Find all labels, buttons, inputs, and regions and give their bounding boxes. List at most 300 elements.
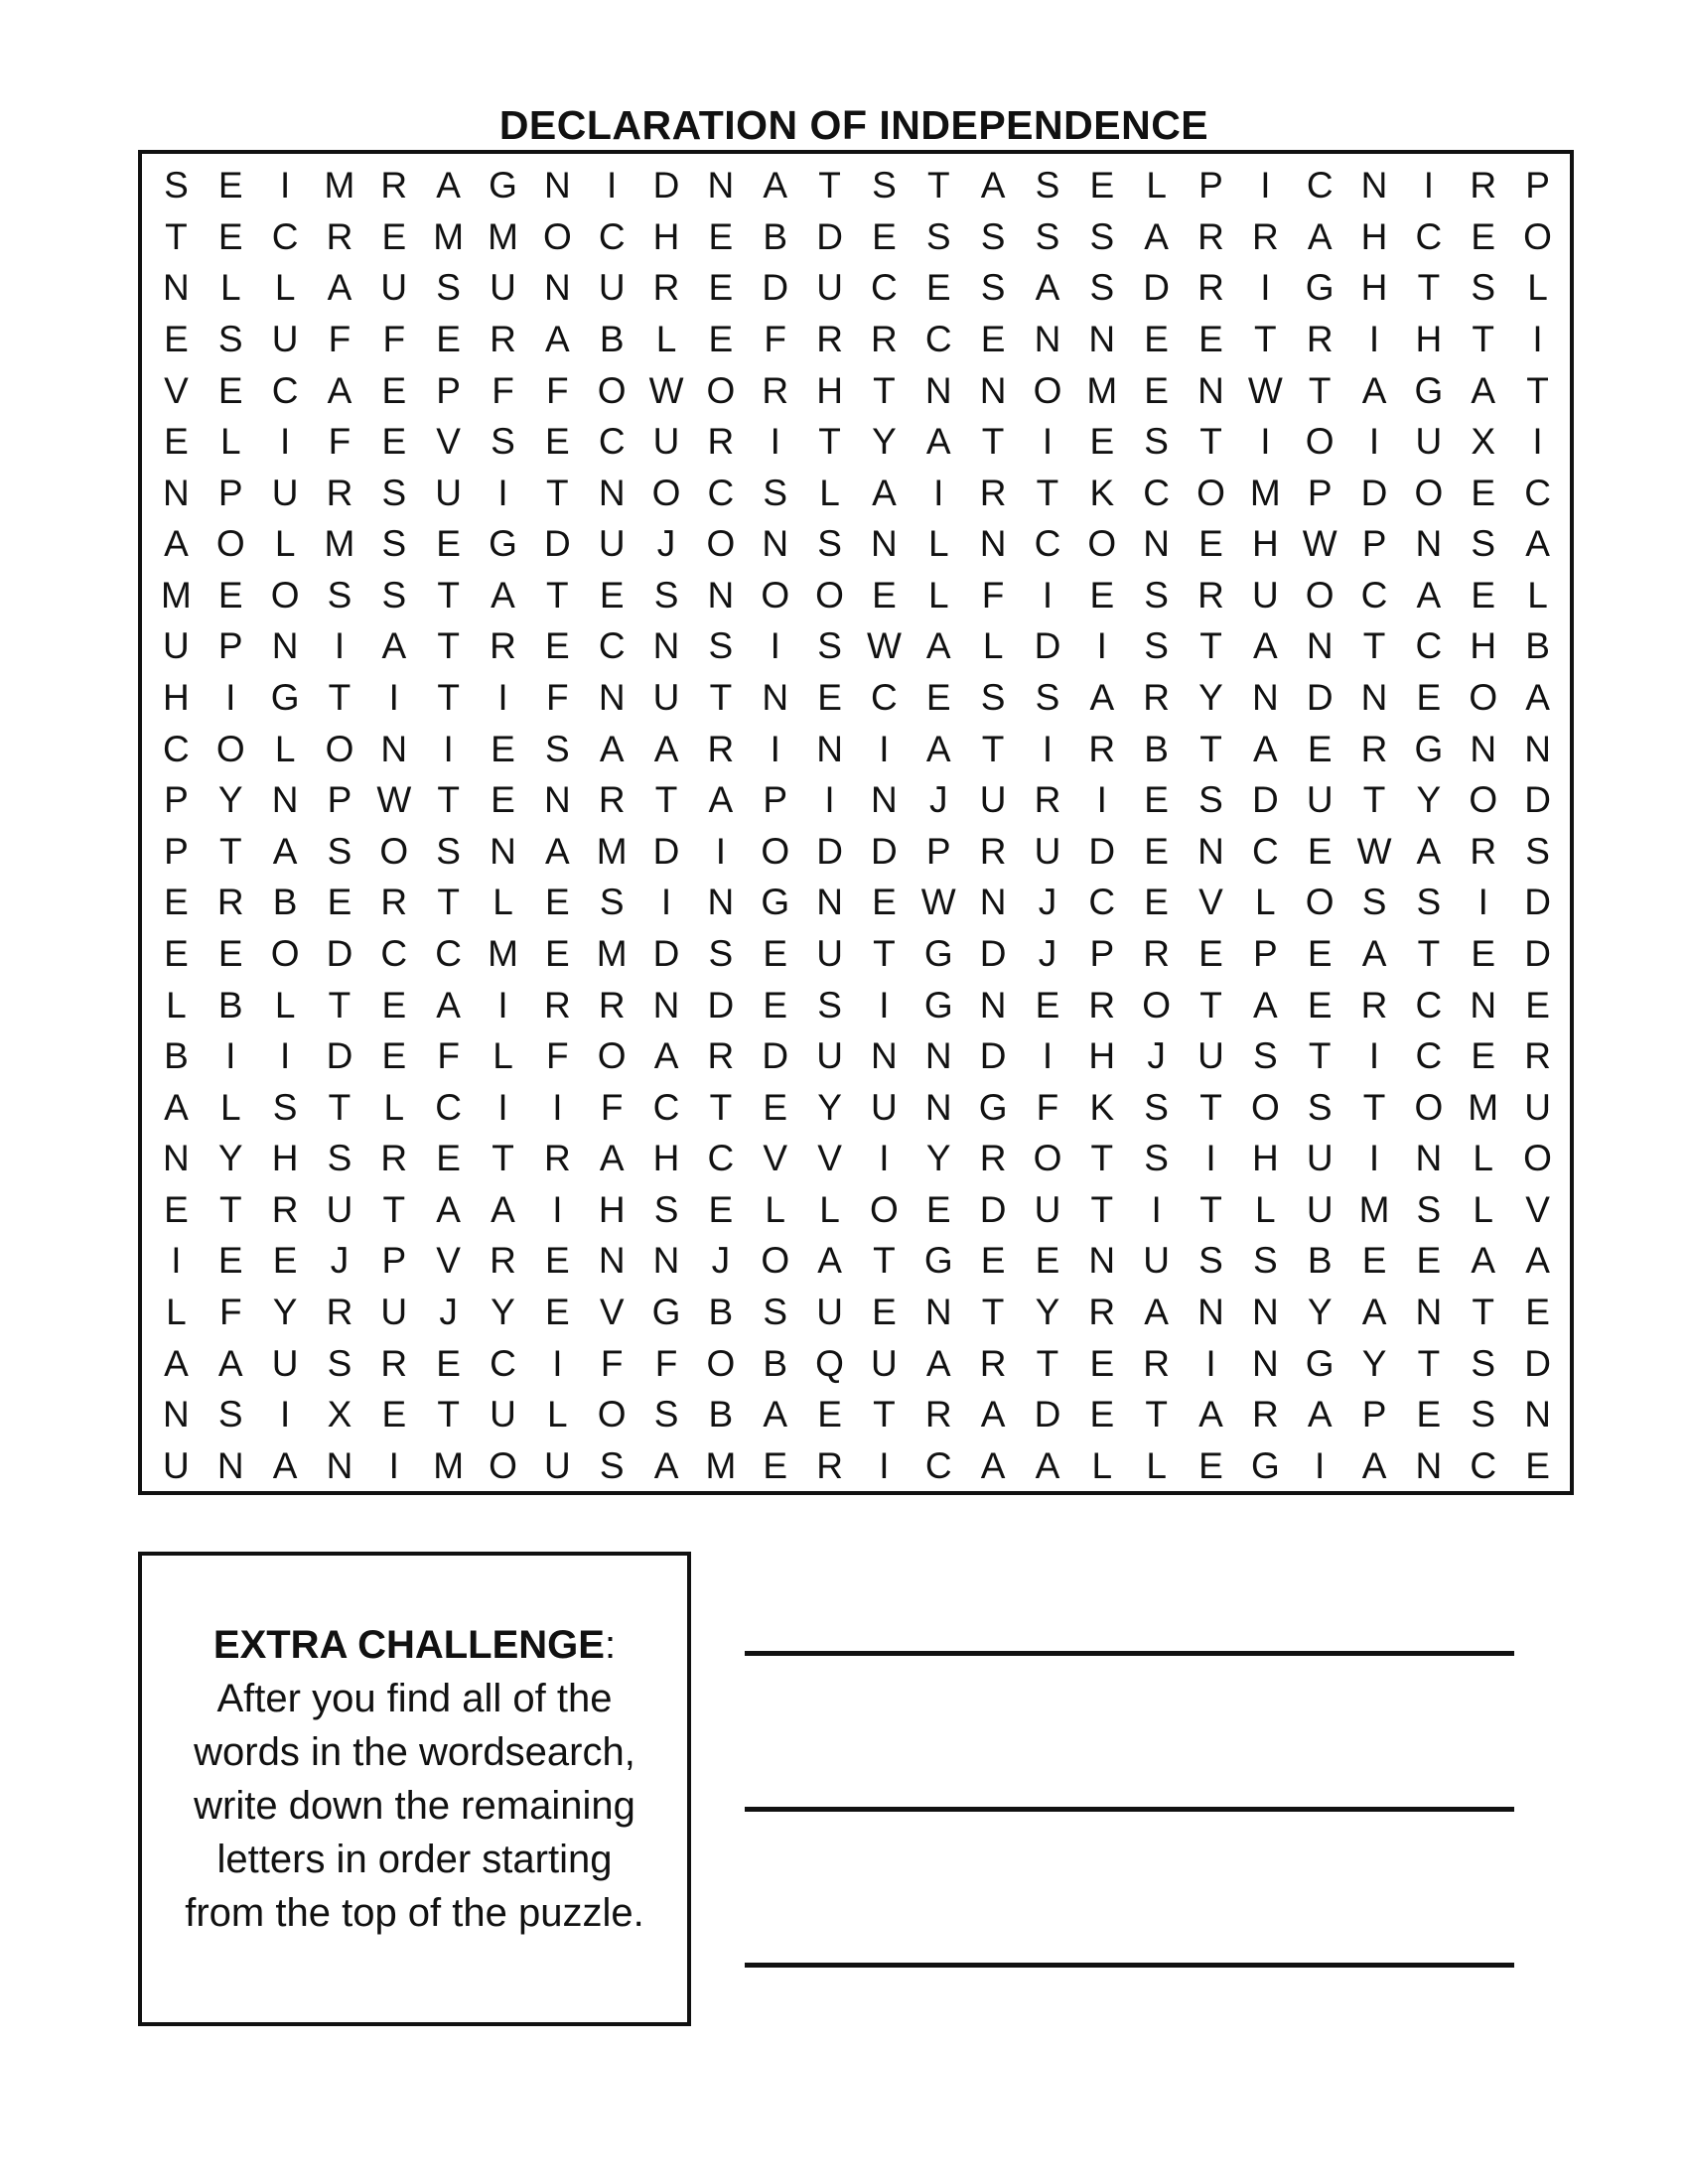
- grid-cell[interactable]: S: [381, 523, 407, 565]
- grid-cell[interactable]: M: [433, 1444, 465, 1486]
- grid-cell[interactable]: L: [1255, 1188, 1276, 1230]
- grid-cell[interactable]: E: [272, 1240, 298, 1282]
- grid-cell[interactable]: I: [1368, 319, 1380, 359]
- grid-cell[interactable]: A: [925, 728, 951, 769]
- grid-cell[interactable]: N: [707, 882, 735, 923]
- grid-cell[interactable]: N: [1360, 677, 1388, 719]
- grid-cell[interactable]: P: [436, 369, 461, 411]
- grid-cell[interactable]: H: [816, 369, 843, 411]
- grid-cell[interactable]: P: [164, 779, 189, 821]
- grid-cell[interactable]: D: [816, 830, 843, 872]
- grid-cell[interactable]: O: [215, 523, 245, 565]
- grid-cell[interactable]: U: [871, 1086, 898, 1128]
- grid-cell[interactable]: F: [218, 1291, 242, 1332]
- grid-cell[interactable]: G: [1305, 267, 1335, 309]
- grid-cell[interactable]: A: [164, 1086, 189, 1128]
- grid-cell[interactable]: I: [715, 830, 727, 872]
- grid-cell[interactable]: L: [274, 523, 296, 565]
- grid-cell[interactable]: P: [1361, 1394, 1387, 1435]
- grid-cell[interactable]: D: [871, 830, 898, 872]
- grid-cell[interactable]: U: [1415, 421, 1443, 463]
- grid-cell[interactable]: I: [225, 1035, 236, 1077]
- grid-cell[interactable]: N: [598, 677, 626, 719]
- grid-cell[interactable]: E: [1307, 728, 1333, 769]
- grid-cell[interactable]: L: [765, 1188, 785, 1230]
- grid-cell[interactable]: S: [653, 1394, 679, 1435]
- grid-cell[interactable]: T: [328, 1086, 352, 1128]
- grid-cell[interactable]: A: [1198, 1394, 1223, 1435]
- grid-cell[interactable]: I: [1205, 1138, 1216, 1179]
- grid-cell[interactable]: I: [660, 882, 672, 923]
- grid-cell[interactable]: T: [873, 932, 896, 974]
- grid-cell[interactable]: R: [1470, 830, 1497, 872]
- grid-cell[interactable]: O: [1305, 421, 1335, 463]
- grid-cell[interactable]: E: [763, 932, 788, 974]
- grid-cell[interactable]: R: [490, 1240, 516, 1282]
- grid-cell[interactable]: A: [1307, 1394, 1333, 1435]
- grid-cell[interactable]: T: [709, 677, 733, 719]
- grid-cell[interactable]: E: [708, 215, 734, 257]
- grid-cell[interactable]: A: [1525, 523, 1550, 565]
- grid-cell[interactable]: I: [334, 625, 346, 667]
- grid-cell[interactable]: C: [380, 932, 408, 974]
- grid-cell[interactable]: E: [381, 984, 407, 1025]
- grid-cell[interactable]: N: [271, 779, 299, 821]
- grid-cell[interactable]: E: [872, 1291, 897, 1332]
- grid-cell[interactable]: C: [271, 369, 299, 411]
- grid-cell[interactable]: W: [1302, 523, 1337, 565]
- answer-line-3[interactable]: [745, 1963, 1514, 1968]
- grid-cell[interactable]: C: [707, 472, 735, 513]
- grid-cell[interactable]: U: [816, 267, 843, 309]
- grid-cell[interactable]: O: [489, 1444, 517, 1486]
- grid-cell[interactable]: L: [819, 472, 840, 513]
- grid-cell[interactable]: V: [1525, 1188, 1550, 1230]
- grid-cell[interactable]: E: [817, 677, 842, 719]
- grid-cell[interactable]: S: [491, 421, 515, 463]
- grid-cell[interactable]: H: [1251, 1138, 1279, 1179]
- grid-cell[interactable]: I: [1096, 625, 1107, 667]
- grid-cell[interactable]: Y: [491, 1291, 515, 1332]
- grid-cell[interactable]: P: [381, 1240, 407, 1282]
- grid-cell[interactable]: D: [326, 1035, 353, 1077]
- grid-cell[interactable]: I: [933, 472, 944, 513]
- grid-cell[interactable]: Y: [1307, 1291, 1333, 1332]
- grid-cell[interactable]: D: [652, 932, 680, 974]
- grid-cell[interactable]: S: [164, 165, 189, 206]
- grid-cell[interactable]: U: [816, 1035, 843, 1077]
- grid-cell[interactable]: U: [163, 625, 190, 667]
- grid-cell[interactable]: C: [271, 215, 299, 257]
- grid-cell[interactable]: R: [271, 1188, 299, 1230]
- grid-cell[interactable]: O: [1523, 215, 1552, 257]
- grid-cell[interactable]: S: [817, 523, 842, 565]
- grid-cell[interactable]: E: [1198, 523, 1223, 565]
- grid-cell[interactable]: R: [598, 984, 626, 1025]
- grid-cell[interactable]: O: [1523, 1138, 1552, 1179]
- grid-cell[interactable]: H: [1360, 267, 1388, 309]
- grid-cell[interactable]: O: [1469, 779, 1498, 821]
- grid-cell[interactable]: E: [1361, 1240, 1387, 1282]
- grid-cell[interactable]: E: [1144, 830, 1169, 872]
- grid-cell[interactable]: U: [1306, 1188, 1334, 1230]
- grid-cell[interactable]: D: [1524, 779, 1551, 821]
- grid-cell[interactable]: C: [598, 215, 626, 257]
- grid-cell[interactable]: R: [871, 319, 898, 359]
- grid-cell[interactable]: O: [270, 574, 300, 615]
- grid-cell[interactable]: T: [437, 1394, 460, 1435]
- grid-cell[interactable]: A: [599, 1138, 625, 1179]
- grid-cell[interactable]: I: [1368, 1138, 1380, 1179]
- grid-cell[interactable]: E: [436, 523, 461, 565]
- answer-line-1[interactable]: [745, 1651, 1514, 1656]
- grid-cell[interactable]: S: [436, 830, 461, 872]
- grid-cell[interactable]: G: [978, 1086, 1008, 1128]
- grid-cell[interactable]: U: [816, 932, 843, 974]
- grid-cell[interactable]: E: [1144, 319, 1169, 359]
- grid-cell[interactable]: L: [274, 984, 296, 1025]
- grid-cell[interactable]: N: [1470, 984, 1497, 1025]
- grid-cell[interactable]: P: [1253, 932, 1278, 974]
- grid-cell[interactable]: D: [979, 932, 1007, 974]
- grid-cell[interactable]: K: [1089, 472, 1115, 513]
- grid-cell[interactable]: E: [1471, 932, 1496, 974]
- grid-cell[interactable]: F: [546, 1035, 569, 1077]
- grid-cell[interactable]: A: [545, 830, 570, 872]
- grid-cell[interactable]: V: [817, 1138, 842, 1179]
- grid-cell[interactable]: P: [217, 472, 243, 513]
- grid-cell[interactable]: O: [1305, 574, 1335, 615]
- grid-cell[interactable]: S: [1253, 1035, 1278, 1077]
- grid-cell[interactable]: A: [327, 369, 352, 411]
- grid-cell[interactable]: E: [436, 1342, 461, 1384]
- grid-cell[interactable]: I: [225, 677, 236, 719]
- grid-cell[interactable]: A: [327, 267, 352, 309]
- grid-cell[interactable]: U: [871, 1342, 898, 1384]
- grid-cell[interactable]: C: [1415, 625, 1443, 667]
- grid-cell[interactable]: O: [1087, 523, 1117, 565]
- grid-cell[interactable]: R: [1143, 677, 1170, 719]
- grid-cell[interactable]: S: [545, 728, 570, 769]
- grid-cell[interactable]: E: [1525, 1291, 1550, 1332]
- grid-cell[interactable]: E: [545, 625, 570, 667]
- grid-cell[interactable]: C: [871, 267, 898, 309]
- grid-cell[interactable]: A: [872, 472, 897, 513]
- grid-cell[interactable]: C: [598, 625, 626, 667]
- grid-cell[interactable]: C: [1088, 882, 1116, 923]
- grid-cell[interactable]: B: [708, 1291, 734, 1332]
- grid-cell[interactable]: E: [1089, 1394, 1115, 1435]
- grid-cell[interactable]: F: [654, 1342, 678, 1384]
- grid-cell[interactable]: R: [1197, 215, 1224, 257]
- grid-cell[interactable]: N: [1251, 1342, 1279, 1384]
- grid-cell[interactable]: I: [1042, 728, 1054, 769]
- grid-cell[interactable]: D: [762, 1035, 789, 1077]
- grid-cell[interactable]: I: [279, 1035, 291, 1077]
- grid-cell[interactable]: A: [1253, 625, 1278, 667]
- grid-cell[interactable]: A: [925, 1342, 951, 1384]
- grid-cell[interactable]: U: [979, 779, 1007, 821]
- grid-cell[interactable]: A: [925, 625, 951, 667]
- grid-cell[interactable]: E: [381, 421, 407, 463]
- grid-cell[interactable]: J: [656, 523, 676, 565]
- grid-cell[interactable]: J: [929, 779, 948, 821]
- grid-cell[interactable]: E: [1525, 984, 1550, 1025]
- grid-cell[interactable]: Y: [817, 1086, 842, 1128]
- grid-cell[interactable]: R: [762, 369, 789, 411]
- grid-cell[interactable]: R: [707, 421, 735, 463]
- grid-cell[interactable]: N: [652, 625, 680, 667]
- grid-cell[interactable]: O: [542, 215, 572, 257]
- grid-cell[interactable]: B: [217, 984, 243, 1025]
- grid-cell[interactable]: S: [817, 625, 842, 667]
- grid-cell[interactable]: E: [925, 1188, 951, 1230]
- grid-cell[interactable]: J: [1038, 882, 1057, 923]
- grid-cell[interactable]: A: [1416, 830, 1442, 872]
- grid-cell[interactable]: M: [488, 932, 518, 974]
- grid-cell[interactable]: D: [762, 267, 789, 309]
- grid-cell[interactable]: N: [1470, 728, 1497, 769]
- grid-cell[interactable]: I: [879, 984, 890, 1025]
- grid-cell[interactable]: F: [437, 1035, 460, 1077]
- grid-cell[interactable]: U: [652, 677, 680, 719]
- grid-cell[interactable]: U: [380, 1291, 408, 1332]
- grid-cell[interactable]: U: [1306, 779, 1334, 821]
- grid-cell[interactable]: E: [164, 932, 189, 974]
- grid-cell[interactable]: N: [163, 1138, 190, 1179]
- grid-cell[interactable]: N: [1524, 728, 1551, 769]
- grid-cell[interactable]: S: [1144, 574, 1169, 615]
- grid-cell[interactable]: H: [1088, 1035, 1116, 1077]
- grid-cell[interactable]: L: [655, 319, 677, 359]
- grid-cell[interactable]: F: [492, 369, 514, 411]
- grid-cell[interactable]: Y: [925, 1138, 951, 1179]
- grid-cell[interactable]: T: [1199, 984, 1222, 1025]
- grid-cell[interactable]: E: [436, 1138, 461, 1179]
- grid-cell[interactable]: N: [1088, 1240, 1116, 1282]
- grid-cell[interactable]: S: [1144, 625, 1169, 667]
- grid-cell[interactable]: N: [979, 523, 1007, 565]
- grid-cell[interactable]: O: [706, 369, 736, 411]
- grid-cell[interactable]: I: [879, 1138, 890, 1179]
- grid-cell[interactable]: S: [708, 625, 734, 667]
- grid-cell[interactable]: E: [1471, 472, 1496, 513]
- grid-cell[interactable]: S: [1525, 830, 1550, 872]
- grid-cell[interactable]: T: [1362, 625, 1386, 667]
- grid-cell[interactable]: C: [598, 421, 626, 463]
- grid-cell[interactable]: G: [1414, 369, 1444, 411]
- grid-cell[interactable]: O: [379, 830, 409, 872]
- grid-cell[interactable]: L: [383, 1086, 405, 1128]
- grid-cell[interactable]: S: [1471, 1342, 1496, 1384]
- grid-cell[interactable]: U: [271, 472, 299, 513]
- grid-cell[interactable]: R: [1470, 165, 1497, 206]
- grid-cell[interactable]: S: [1471, 523, 1496, 565]
- grid-cell[interactable]: T: [1417, 1342, 1441, 1384]
- grid-cell[interactable]: A: [1035, 1444, 1060, 1486]
- grid-cell[interactable]: A: [164, 523, 189, 565]
- grid-cell[interactable]: T: [926, 165, 950, 206]
- grid-cell[interactable]: G: [1250, 1444, 1280, 1486]
- grid-cell[interactable]: T: [1199, 1086, 1222, 1128]
- grid-cell[interactable]: T: [1199, 1188, 1222, 1230]
- grid-cell[interactable]: B: [1144, 728, 1169, 769]
- grid-cell[interactable]: S: [1198, 1240, 1223, 1282]
- grid-cell[interactable]: A: [1471, 1240, 1496, 1282]
- grid-cell[interactable]: G: [923, 932, 953, 974]
- grid-cell[interactable]: A: [1144, 1291, 1169, 1332]
- grid-cell[interactable]: T: [1417, 267, 1441, 309]
- grid-cell[interactable]: P: [164, 830, 189, 872]
- grid-cell[interactable]: D: [326, 932, 353, 974]
- grid-cell[interactable]: E: [1198, 319, 1223, 359]
- grid-cell[interactable]: R: [1143, 932, 1170, 974]
- grid-cell[interactable]: O: [270, 932, 300, 974]
- grid-cell[interactable]: N: [1088, 319, 1116, 359]
- grid-cell[interactable]: D: [1088, 830, 1116, 872]
- grid-cell[interactable]: S: [817, 984, 842, 1025]
- grid-cell[interactable]: O: [706, 1342, 736, 1384]
- grid-cell[interactable]: B: [164, 1035, 189, 1077]
- grid-cell[interactable]: C: [163, 728, 190, 769]
- grid-cell[interactable]: G: [489, 523, 517, 565]
- grid-cell[interactable]: I: [1532, 421, 1543, 463]
- grid-cell[interactable]: R: [979, 1138, 1007, 1179]
- grid-cell[interactable]: R: [1524, 1035, 1551, 1077]
- grid-cell[interactable]: N: [543, 779, 571, 821]
- grid-cell[interactable]: Y: [1416, 779, 1442, 821]
- grid-cell[interactable]: I: [1532, 319, 1543, 359]
- grid-cell[interactable]: N: [1197, 830, 1224, 872]
- grid-cell[interactable]: L: [982, 625, 1004, 667]
- grid-cell[interactable]: P: [1307, 472, 1333, 513]
- grid-cell[interactable]: N: [924, 369, 952, 411]
- answer-line-2[interactable]: [745, 1807, 1514, 1812]
- grid-cell[interactable]: A: [763, 165, 788, 206]
- grid-cell[interactable]: U: [816, 1291, 843, 1332]
- grid-cell[interactable]: N: [1415, 1444, 1443, 1486]
- grid-cell[interactable]: A: [491, 1188, 515, 1230]
- grid-cell[interactable]: C: [1143, 472, 1170, 513]
- grid-cell[interactable]: G: [923, 1240, 953, 1282]
- grid-cell[interactable]: R: [1306, 319, 1334, 359]
- grid-cell[interactable]: I: [388, 677, 399, 719]
- grid-cell[interactable]: O: [597, 1035, 627, 1077]
- grid-cell[interactable]: D: [543, 523, 571, 565]
- grid-cell[interactable]: T: [709, 1086, 733, 1128]
- grid-cell[interactable]: L: [274, 267, 296, 309]
- grid-cell[interactable]: S: [1471, 267, 1496, 309]
- grid-cell[interactable]: R: [543, 1138, 571, 1179]
- grid-cell[interactable]: S: [980, 267, 1006, 309]
- grid-cell[interactable]: R: [1197, 574, 1224, 615]
- grid-cell[interactable]: T: [382, 1188, 406, 1230]
- grid-cell[interactable]: M: [161, 574, 192, 615]
- grid-cell[interactable]: R: [979, 472, 1007, 513]
- grid-cell[interactable]: T: [328, 984, 352, 1025]
- grid-cell[interactable]: A: [1253, 728, 1278, 769]
- grid-cell[interactable]: T: [1472, 319, 1495, 359]
- grid-cell[interactable]: O: [215, 728, 245, 769]
- grid-cell[interactable]: W: [1247, 369, 1283, 411]
- grid-cell[interactable]: L: [819, 1188, 840, 1230]
- grid-cell[interactable]: M: [1086, 369, 1118, 411]
- grid-cell[interactable]: A: [436, 165, 461, 206]
- grid-cell[interactable]: A: [1361, 1291, 1387, 1332]
- grid-cell[interactable]: E: [217, 1240, 243, 1282]
- grid-cell[interactable]: E: [1471, 574, 1496, 615]
- grid-cell[interactable]: C: [435, 932, 462, 974]
- grid-cell[interactable]: D: [1360, 472, 1388, 513]
- grid-cell[interactable]: C: [924, 1444, 952, 1486]
- grid-cell[interactable]: F: [546, 677, 569, 719]
- grid-cell[interactable]: I: [879, 1444, 890, 1486]
- grid-cell[interactable]: J: [711, 1240, 731, 1282]
- grid-cell[interactable]: T: [1090, 1188, 1114, 1230]
- grid-cell[interactable]: O: [761, 574, 790, 615]
- grid-cell[interactable]: D: [1034, 625, 1061, 667]
- grid-cell[interactable]: R: [1197, 267, 1224, 309]
- grid-cell[interactable]: D: [652, 830, 680, 872]
- grid-cell[interactable]: A: [1144, 215, 1169, 257]
- grid-cell[interactable]: N: [163, 472, 190, 513]
- grid-cell[interactable]: E: [217, 165, 243, 206]
- grid-cell[interactable]: E: [545, 1240, 570, 1282]
- grid-cell[interactable]: C: [490, 1342, 516, 1384]
- grid-cell[interactable]: B: [1525, 625, 1550, 667]
- grid-cell[interactable]: P: [327, 779, 352, 821]
- grid-cell[interactable]: E: [763, 984, 788, 1025]
- grid-cell[interactable]: Y: [217, 779, 243, 821]
- grid-cell[interactable]: I: [1205, 1342, 1216, 1384]
- grid-cell[interactable]: E: [381, 369, 407, 411]
- grid-cell[interactable]: S: [653, 574, 679, 615]
- grid-cell[interactable]: E: [327, 882, 352, 923]
- grid-cell[interactable]: E: [1089, 1342, 1115, 1384]
- grid-cell[interactable]: R: [816, 1444, 843, 1486]
- grid-cell[interactable]: X: [1471, 421, 1496, 463]
- grid-cell[interactable]: I: [388, 1444, 399, 1486]
- grid-cell[interactable]: I: [1368, 421, 1380, 463]
- grid-cell[interactable]: S: [1035, 215, 1060, 257]
- grid-cell[interactable]: N: [163, 1394, 190, 1435]
- grid-cell[interactable]: N: [1415, 1291, 1443, 1332]
- grid-cell[interactable]: N: [163, 267, 190, 309]
- grid-cell[interactable]: F: [600, 1342, 624, 1384]
- grid-cell[interactable]: A: [272, 1444, 298, 1486]
- grid-cell[interactable]: I: [497, 472, 508, 513]
- grid-cell[interactable]: C: [1251, 830, 1279, 872]
- grid-cell[interactable]: V: [599, 1291, 625, 1332]
- grid-cell[interactable]: E: [164, 421, 189, 463]
- grid-cell[interactable]: U: [1251, 574, 1279, 615]
- grid-cell[interactable]: A: [545, 319, 570, 359]
- grid-cell[interactable]: C: [1306, 165, 1334, 206]
- grid-cell[interactable]: O: [761, 1240, 790, 1282]
- grid-cell[interactable]: A: [1525, 677, 1550, 719]
- grid-cell[interactable]: L: [1527, 574, 1548, 615]
- grid-cell[interactable]: Y: [217, 1138, 243, 1179]
- grid-cell[interactable]: E: [1416, 1240, 1442, 1282]
- grid-cell[interactable]: T: [437, 779, 460, 821]
- grid-cell[interactable]: E: [217, 574, 243, 615]
- grid-cell[interactable]: S: [1361, 882, 1387, 923]
- grid-cell[interactable]: P: [1525, 165, 1550, 206]
- grid-cell[interactable]: T: [1036, 472, 1059, 513]
- grid-cell[interactable]: X: [327, 1394, 352, 1435]
- grid-cell[interactable]: N: [1251, 677, 1279, 719]
- grid-cell[interactable]: C: [924, 319, 952, 359]
